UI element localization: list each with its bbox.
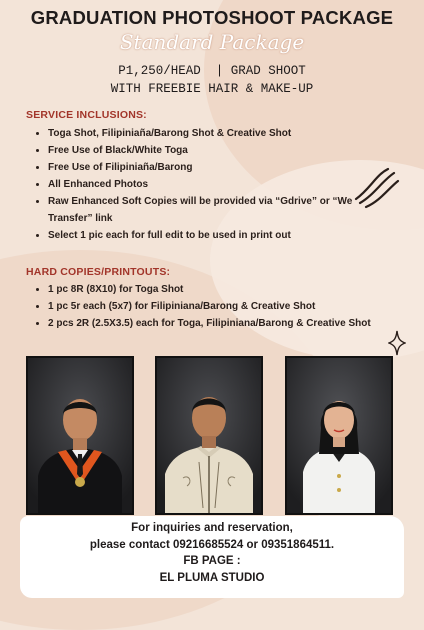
list-item: • 1 pc 8R (8X10) for Toga Shot (48, 281, 388, 298)
fb-page-name: EL PLUMA STUDIO (159, 571, 265, 584)
list-item: • Toga Shot, Filipiniaña/Barong Shot & Creative Shot (48, 125, 388, 142)
poster-title: GRADUATION PHOTOSHOOT PACKAGE (30, 7, 394, 28)
price-line-2: WITH FREEBIE HAIR & MAKE-UP (110, 82, 314, 96)
toga-sample-photo (28, 358, 132, 513)
price-line-1: P1,250/HEAD | GRAD SHOOT (118, 64, 306, 78)
contact-footer (20, 516, 404, 598)
list-item: • Select 1 pic each for full edit to be used in print out (48, 227, 388, 244)
sparkle-icon (388, 330, 406, 356)
list-item: • Raw Enhanced Soft Copies will be provided via “Gdrive” or “We Transfer” link (48, 193, 388, 227)
list-item: • Free Use of Black/White Toga (48, 142, 388, 159)
hard-copies-heading: HARD COPIES/PRINTOUTS: (26, 266, 171, 278)
contact-numbers: please contact 09216685524 or 09351864511. (89, 538, 335, 551)
service-inclusions-heading: SERVICE INCLUSIONS: (26, 109, 147, 121)
inquiry-line: For inquiries and reservation, (131, 522, 293, 534)
service-inclusions-list (26, 125, 388, 244)
list-item: • Free Use of Filipiniaña/Barong (48, 159, 388, 176)
price-block (0, 62, 424, 98)
contact-text (20, 520, 404, 586)
sample-photos (0, 358, 424, 513)
package-subtitle: Standard Package (119, 30, 305, 54)
creative-sample-photo (287, 358, 391, 513)
fb-page-label: FB PAGE : (183, 555, 241, 567)
list-item: • All Enhanced Photos (48, 176, 388, 193)
barong-sample-photo (157, 358, 261, 513)
list-item: • 1 pc 5r each (5x7) for Filipiniana/Barong & Creative Shot (48, 298, 388, 315)
hard-copies-list (26, 281, 388, 332)
list-item: • 2 pcs 2R (2.5X3.5) each for Toga, Filipiniana/Barong & Creative Shot (48, 315, 388, 332)
